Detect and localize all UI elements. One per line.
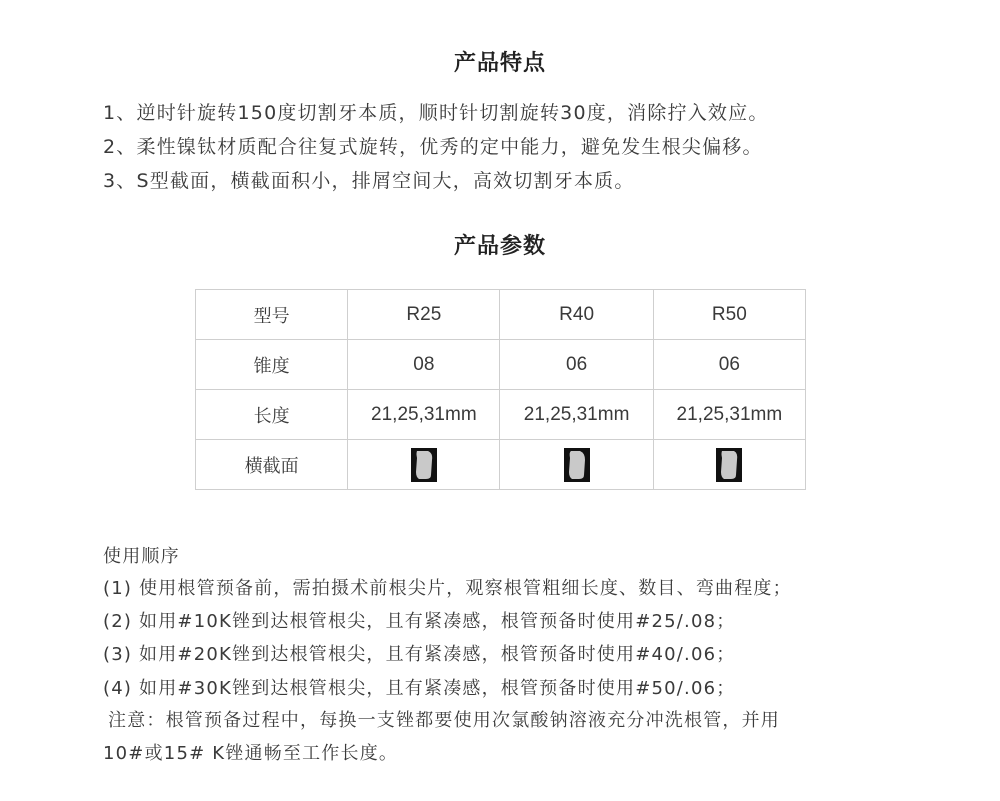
usage-step-2: (2) 如用#10K锉到达根管根尖，且有紧凑感，根管预备时使用#25/.08；	[103, 611, 736, 632]
row-header-length: 长度	[196, 390, 348, 440]
model-r50: R50	[653, 290, 805, 340]
params-table	[195, 289, 806, 490]
taper-r25: 08	[348, 340, 500, 390]
s-shaped-cross-section-icon	[716, 448, 742, 482]
table-row-cross-section	[196, 440, 806, 490]
usage-title: 使用顺序	[103, 546, 180, 567]
s-shaped-cross-section-icon	[411, 448, 437, 482]
usage-step-1: (1) 使用根管预备前，需拍摄术前根尖片，观察根管粗细长度、数目、弯曲程度；	[103, 578, 792, 599]
params-title: 产品参数	[453, 234, 546, 259]
length-r25: 21,25,31mm	[348, 390, 500, 440]
row-header-model: 型号	[196, 290, 348, 340]
taper-r50: 06	[653, 340, 805, 390]
row-header-cross-section: 横截面	[196, 440, 348, 490]
cross-section-r25-cell	[348, 440, 500, 490]
cross-section-r50-cell	[653, 440, 805, 490]
table-row-taper	[196, 340, 806, 390]
table-row-model	[196, 290, 806, 340]
usage-step-3: (3) 如用#20K锉到达根管根尖，且有紧凑感，根管预备时使用#40/.06；	[103, 644, 736, 665]
usage-note-line-2: 10#或15# K锉通畅至工作长度。	[103, 743, 399, 764]
usage-note-line-1: 注意：根管预备过程中，每换一支锉都要使用次氯酸钠溶液充分冲洗根管，并用	[108, 710, 780, 731]
cross-section-r40-cell	[500, 440, 653, 490]
table-row-length	[196, 390, 806, 440]
usage-step-4: (4) 如用#30K锉到达根管根尖，且有紧凑感，根管预备时使用#50/.06；	[103, 678, 736, 699]
feature-item-2: 2、柔性镍钛材质配合往复式旋转，优秀的定中能力，避免发生根尖偏移。	[103, 136, 763, 158]
row-header-taper: 锥度	[196, 340, 348, 390]
model-r40: R40	[500, 290, 653, 340]
feature-item-3: 3、S型截面，横截面积小，排屑空间大，高效切割牙本质。	[103, 170, 635, 192]
length-r50: 21,25,31mm	[653, 390, 805, 440]
length-r40: 21,25,31mm	[500, 390, 653, 440]
taper-r40: 06	[500, 340, 653, 390]
s-shaped-cross-section-icon	[564, 448, 590, 482]
features-title: 产品特点	[453, 51, 546, 76]
model-r25: R25	[348, 290, 500, 340]
feature-item-1: 1、逆时针旋转150度切割牙本质，顺时针切割旋转30度，消除拧入效应。	[103, 102, 769, 124]
